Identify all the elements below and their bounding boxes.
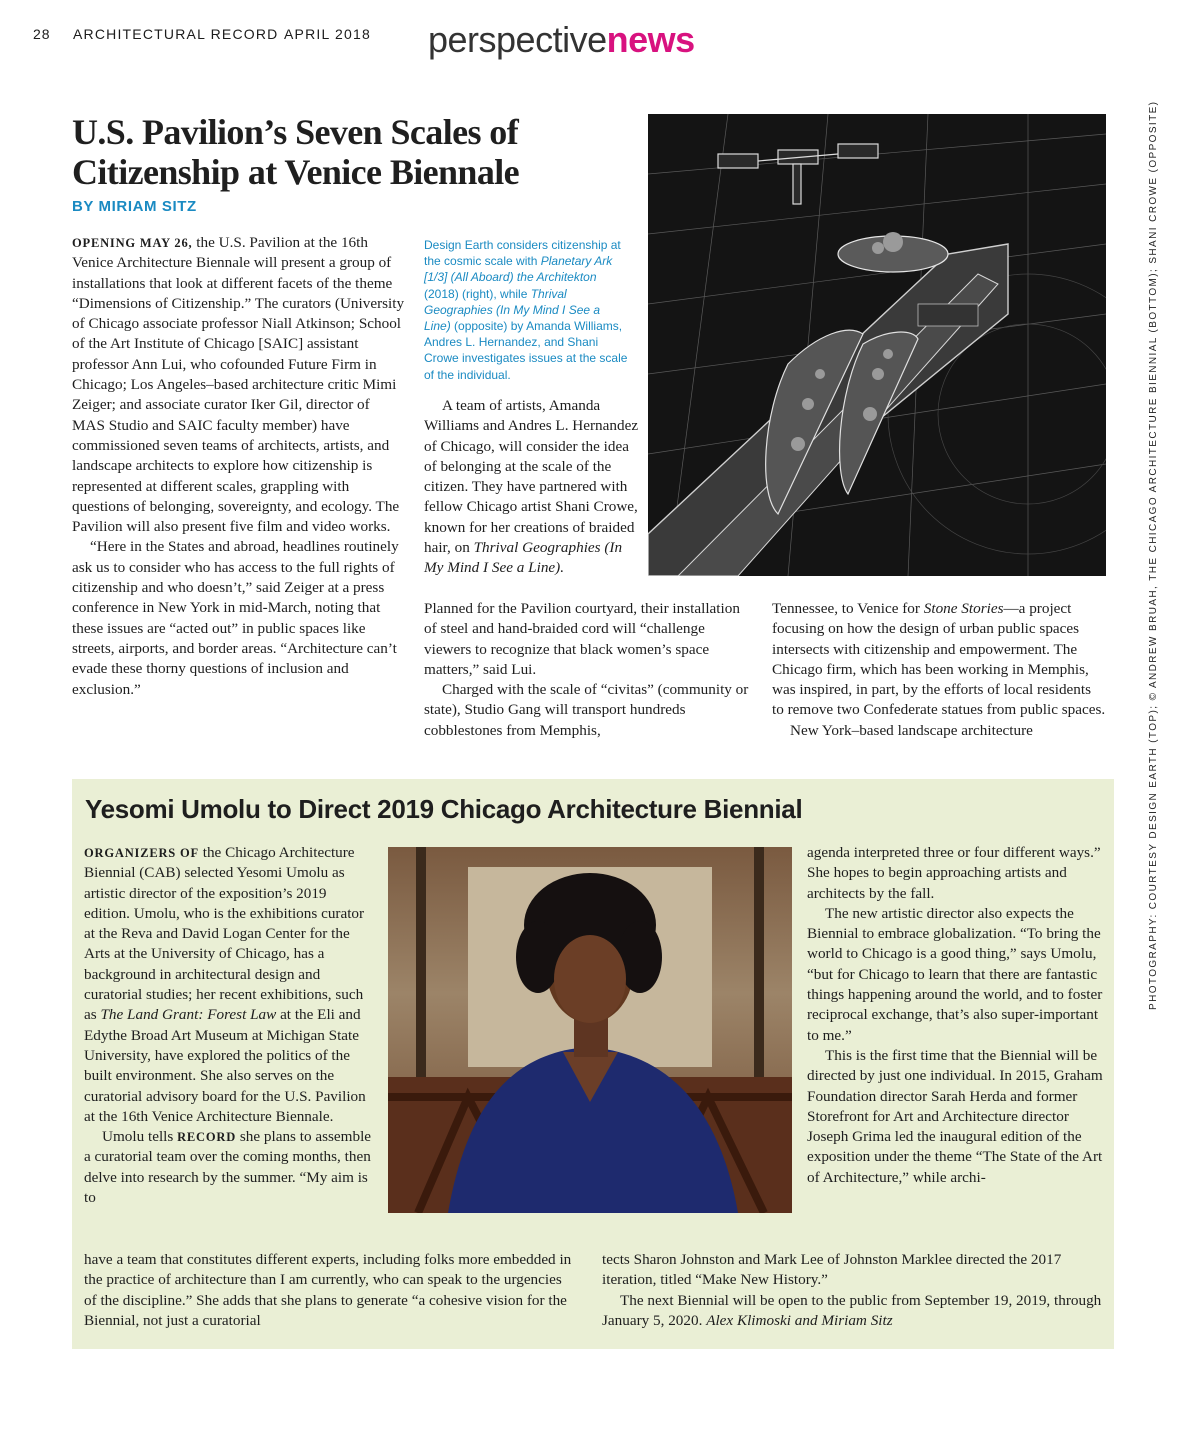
article-paragraph: Planned for the Pavilion courtyard, their installation of steel and hand-braided cord will “challenge viewers to recognize that black women’s space matters,” said Lui. [424,600,740,678]
article-paragraph: OPENING MAY 26, the U.S. Pavilion at the 16th Venice Architecture Biennale will present a group of installations that look at different facets of the theme “Dimensions of Citizenship.” The curators (University of Chicago associate professor Niall Atkinson; School of the Art Institute of Chicago [SAIC] assistant professor Ann Lui, who cofounded Future Firm in Chicago; Los Angeles–based architecture critic Mimi Zeiger; and associate curator Iker Gil, director of MAS Studio and SAIC faculty member) have commissioned seven teams of architects, artists, and landscape architects to explore how citizenship is represented at different scales, grappling with questions of belonging, sovereignty, and ecology. The Pavilion will also present five film and video works. [72,234,405,536]
article-column-2-bottom [424,599,752,741]
sidebar-signature: Alex Klimoski and Miriam Sitz [706,1311,893,1329]
image-caption: Design Earth considers citizenship at the cosmic scale with Planetary Ark [1/3] (All Aboard) the Architekton (2018) (right), while Thrival Geographies (In My Mind I See a Line) (opposite) by Amanda Williams, Andres L. Hernandez, and Shani Crowe investigates issues at the scale of the individual. [424,238,628,382]
article-paragraph: Tennessee, to Venice for Stone Stories—a project focusing on how the design of urban public spaces intersects with citizenship and empowerment. The Chicago firm, which has been working in Memphis, was inspired, in part, by the efforts of local residents to remove two Confederate statues from public spaces. [772,600,1106,719]
section-title-bold: news [606,19,695,60]
article-byline: BY MIRIAM SITZ [72,198,197,215]
sidebar-column-3 [807,843,1103,1188]
article-column-3 [772,599,1106,741]
sidebar-paragraph: The next Biennial will be open to the public from September 19, 2019, through January 5, 2020. Alex Klimoski and Miriam Sitz [602,1291,1102,1329]
photo-credit: PHOTOGRAPHY: COURTESY DESIGN EARTH (TOP); © ANDREW BRUAH, THE CHICAGO ARCHITECTURE BIENNIAL (BOTTOM); SHANI CROWE (OPPOSITE) [1148,100,1159,1010]
planetary-ark-illustration [648,114,1106,576]
page-number: 28 [33,26,51,42]
article-paragraph: A team of artists, Amanda Williams and Andres L. Hernandez of Chicago, will consider the idea of belonging at the scale of the citizen. They have partnered with fellow Chicago artist Shani Crowe, known for her creations of braided hair, on Thrival Geographies (In My Mind I See a Line). [424,397,639,577]
article-paragraph: “Here in the States and abroad, headlines routinely ask us to consider who has access to the full rights of citizenship and who doesn’t,” said Zeiger at a press conference in New York in mid-March, noting that these issues are “acted out” in public spaces like streets, airports, and border areas. “Architecture can’t evade these thorny questions of inclusion and exclusion.” [72,538,399,698]
sidebar-column-3-continued [602,1250,1102,1331]
sidebar-paragraph: The new artistic director also expects the Biennial to embrace globalization. “To bring the world to Chicago is a good thing,” says Umolu, “but for Chicago to learn that there are fantastic things happening around the world, and to foster reciprocal exchange, that’s also super-important to me.” [807,904,1103,1044]
article-paragraph: Charged with the scale of “civitas” (community or state), Studio Gang will transport hundreds cobblestones from Memphis, [424,681,749,739]
sidebar-paragraph: ORGANIZERS OF the Chicago Architecture Biennial (CAB) selected Yesomi Umolu as artistic director of the exposition’s 2019 edition. Umolu, who is the exhibitions curator at the Reva and David Logan Center for the Arts at the University of Chicago, has a background in architectural design and curatorial studies; her recent exhibitions, such as The Land Grant: Forest Law at the Eli and Edythe Broad Art Museum at Michigan State University, have explored the politics of the built environment. She also serves on the curatorial advisory board for the U.S. Pavilion at the 16th Venice Architecture Biennale. [84,844,366,1125]
sidebar-paragraph: tects Sharon Johnston and Mark Lee of Johnston Marklee directed the 2017 iteration, titled “Make New History.” [602,1251,1062,1289]
portrait-drawing [388,847,792,1213]
sidebar-paragraph: have a team that constitutes different experts, including folks more embedded in the practice of architecture than I am currently, who can speak to the urgencies of the discipline.” She adds that she plans to generate “a cohesive vision for the Biennial, not just a curatorial [84,1251,572,1329]
sidebar-headline: Yesomi Umolu to Direct 2019 Chicago Architecture Biennial [85,794,803,824]
sidebar-paragraph: Umolu tells RECORD she plans to assemble a curatorial team over the coming months, then delve into research by the summer. “My aim is to [84,1128,372,1207]
sidebar-paragraph: agenda interpreted three or four different ways.” She hopes to begin approaching artists and architects by the fall. [807,844,1101,902]
sidebar-column-1 [84,843,376,1208]
portrait-photo [388,847,792,1213]
article-paragraph: New York–based landscape architecture [790,721,1033,739]
article-column-1 [72,233,406,700]
publication-name: ARCHITECTURAL RECORD [73,26,279,42]
section-title [428,19,695,60]
section-title-light: perspective [428,19,607,60]
sidebar-paragraph: This is the first time that the Biennial will be directed by just one individual. In 2015, Graham Foundation director Sarah Herda and former Storefront for Art and Architecture director Joseph Grima led the inaugural edition of the exposition under the theme “The State of the Art of Architecture,” while archi- [807,1046,1103,1186]
sidebar-lead-in: ORGANIZERS OF [84,846,199,860]
article-headline: U.S. Pavilion’s Seven Scales of Citizenship at Venice Biennale [72,112,520,192]
sidebar-column-1-continued [84,1250,574,1331]
planetary-ark-drawing [648,114,1106,576]
article-lead-in: OPENING MAY 26, [72,236,193,250]
issue-date: APRIL 2018 [284,26,371,42]
article-column-2-top [424,396,639,579]
